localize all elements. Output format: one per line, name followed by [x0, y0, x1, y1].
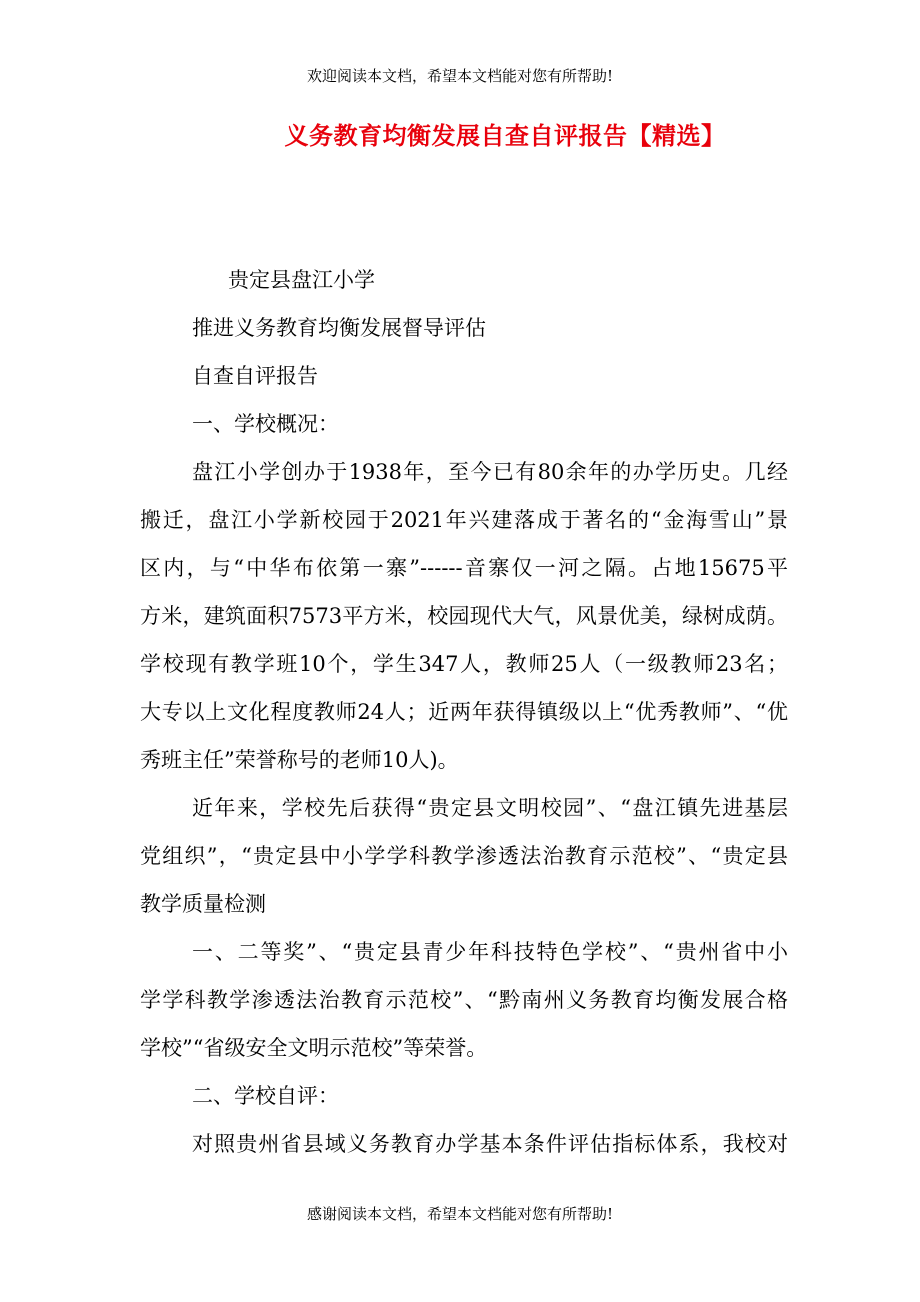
- paragraph-line: 党组织”，“贵定县中小学学科教学渗透法治教育示范校”、“贵定县: [140, 844, 788, 868]
- paragraph-line: 盘江小学创办于1938年，至今已有80余年的办学历史。几经: [192, 460, 788, 484]
- school-name: 贵定县盘江小学: [228, 268, 375, 292]
- paragraph-line: 对照贵州省县域义务教育办学基本条件评估指标体系，我校对: [192, 1132, 788, 1156]
- document-body: [140, 262, 788, 1162]
- paragraph-line: 近年来，学校先后获得“贵定县文明校园”、“盘江镇先进基层: [192, 796, 788, 820]
- footer-note: 感谢阅读本文档，希望本文档能对您有所帮助!: [306, 1205, 614, 1223]
- header-note: 欢迎阅读本文档，希望本文档能对您有所帮助!: [306, 67, 614, 85]
- paragraph-line: 方米，建筑面积7573平方米，校园现代大气，风景优美，绿树成荫。: [140, 604, 788, 628]
- paragraph-line: 秀班主任”荣誉称号的老师10人)。: [140, 748, 459, 772]
- subtitle-line-1: 推进义务教育均衡发展督导评估: [192, 316, 486, 340]
- paragraph-line: 一、二等奖”、“贵定县青少年科技特色学校”、“贵州省中小: [192, 940, 788, 964]
- section-2-heading: 二、学校自评：: [192, 1084, 339, 1108]
- document-title: 义务教育均衡发展自查自评报告【精选】: [284, 121, 726, 150]
- paragraph-line: 学校现有教学班10个，学生347人，教师25人（一级教师23名；: [140, 652, 788, 676]
- section-1-heading: 一、学校概况：: [192, 412, 339, 436]
- paragraph-line: 区内，与“中华布依第一寨”------音寨仅一河之隔。占地15675平: [140, 556, 788, 580]
- paragraph-line: 搬迁，盘江小学新校园于2021年兴建落成于著名的“金海雪山”景: [140, 508, 788, 532]
- paragraph-line: 学校”“省级安全文明示范校”等荣誉。: [140, 1036, 488, 1060]
- paragraph-line: 学学科教学渗透法治教育示范校”、“黔南州义务教育均衡发展合格: [140, 988, 788, 1012]
- paragraph-line: 教学质量检测: [140, 892, 266, 916]
- paragraph-line: 大专以上文化程度教师24人；近两年获得镇级以上“优秀教师”、“优: [140, 700, 788, 724]
- subtitle-line-2: 自查自评报告: [192, 364, 318, 388]
